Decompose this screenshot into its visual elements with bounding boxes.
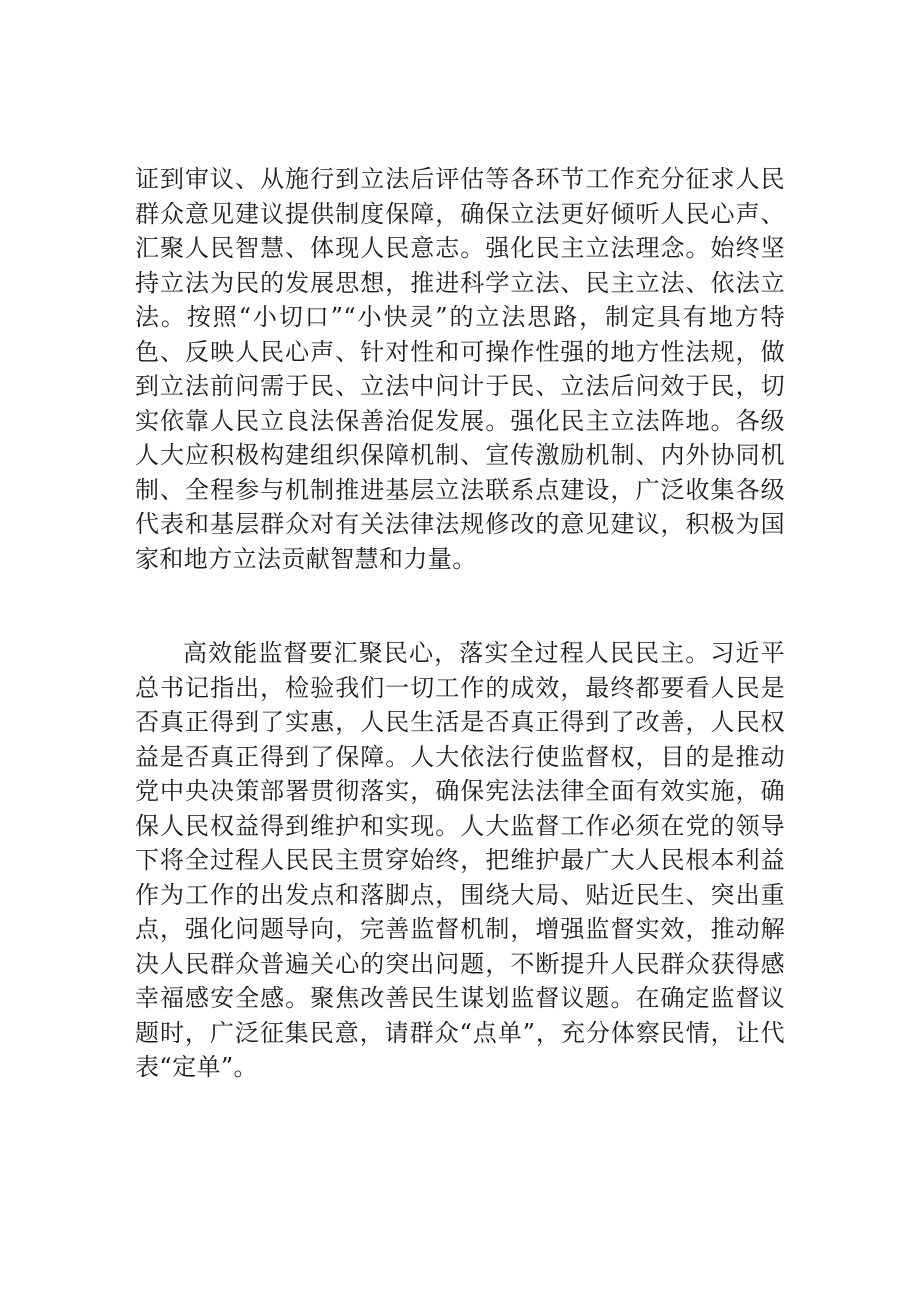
paragraph-legislation: 证到审议、从施行到立法后评估等各环节工作充分征求人民群众意见建议提供制度保障，确保立法更好倾听人民心声、汇聚人民智慧、体现人民意志。强化民主立法理念。始终坚持立法为民的发展思想，推进科学立法、民主立法、依法立法。按照“小切口”“小快灵”的立法思路，制定具有地方特色、反映人民心声、针对性和可操作性强的地方性法规，做到立法前问需于民、立法中问计于民、立法后问效于民，切实依靠人民立良法保善治促发展。强化民主立法阵地。各级人大应积极构建组织保障机制、宣传激励机制、内外协同机制、全程参与机制推进基层立法联系点建设，广泛收集各级代表和基层群众对有关法律法规修改的意见建议，积极为国家和地方立法贡献智慧和力量。 bbox=[135, 165, 785, 573]
paragraph-supervision: 高效能监督要汇聚民心，落实全过程人民民主。习近平总书记指出，检验我们一切工作的成效，最终都要看人民是否真正得到了实惠，人民生活是否真正得到了改善，人民权益是否真正得到了保障。人大依法行使监督权，目的是推动党中央决策部署贯彻落实，确保宪法法律全面有效实施，确保人民权益得到维护和实现。人大监督工作必须在党的领导下将全过程人民民主贯穿始终，把维护最广大人民根本利益作为工作的出发点和落脚点，围绕大局、贴近民生、突出重点，强化问题导向，完善监督机制，增强监督实效，推动解决人民群众普遍关心的突出问题，不断提升人民群众获得感幸福感安全感。聚焦改善民生谋划监督议题。在确定监督议题时，广泛征集民意，请群众“点单”，充分体察民情，让代表“定单”。 bbox=[135, 639, 785, 1081]
